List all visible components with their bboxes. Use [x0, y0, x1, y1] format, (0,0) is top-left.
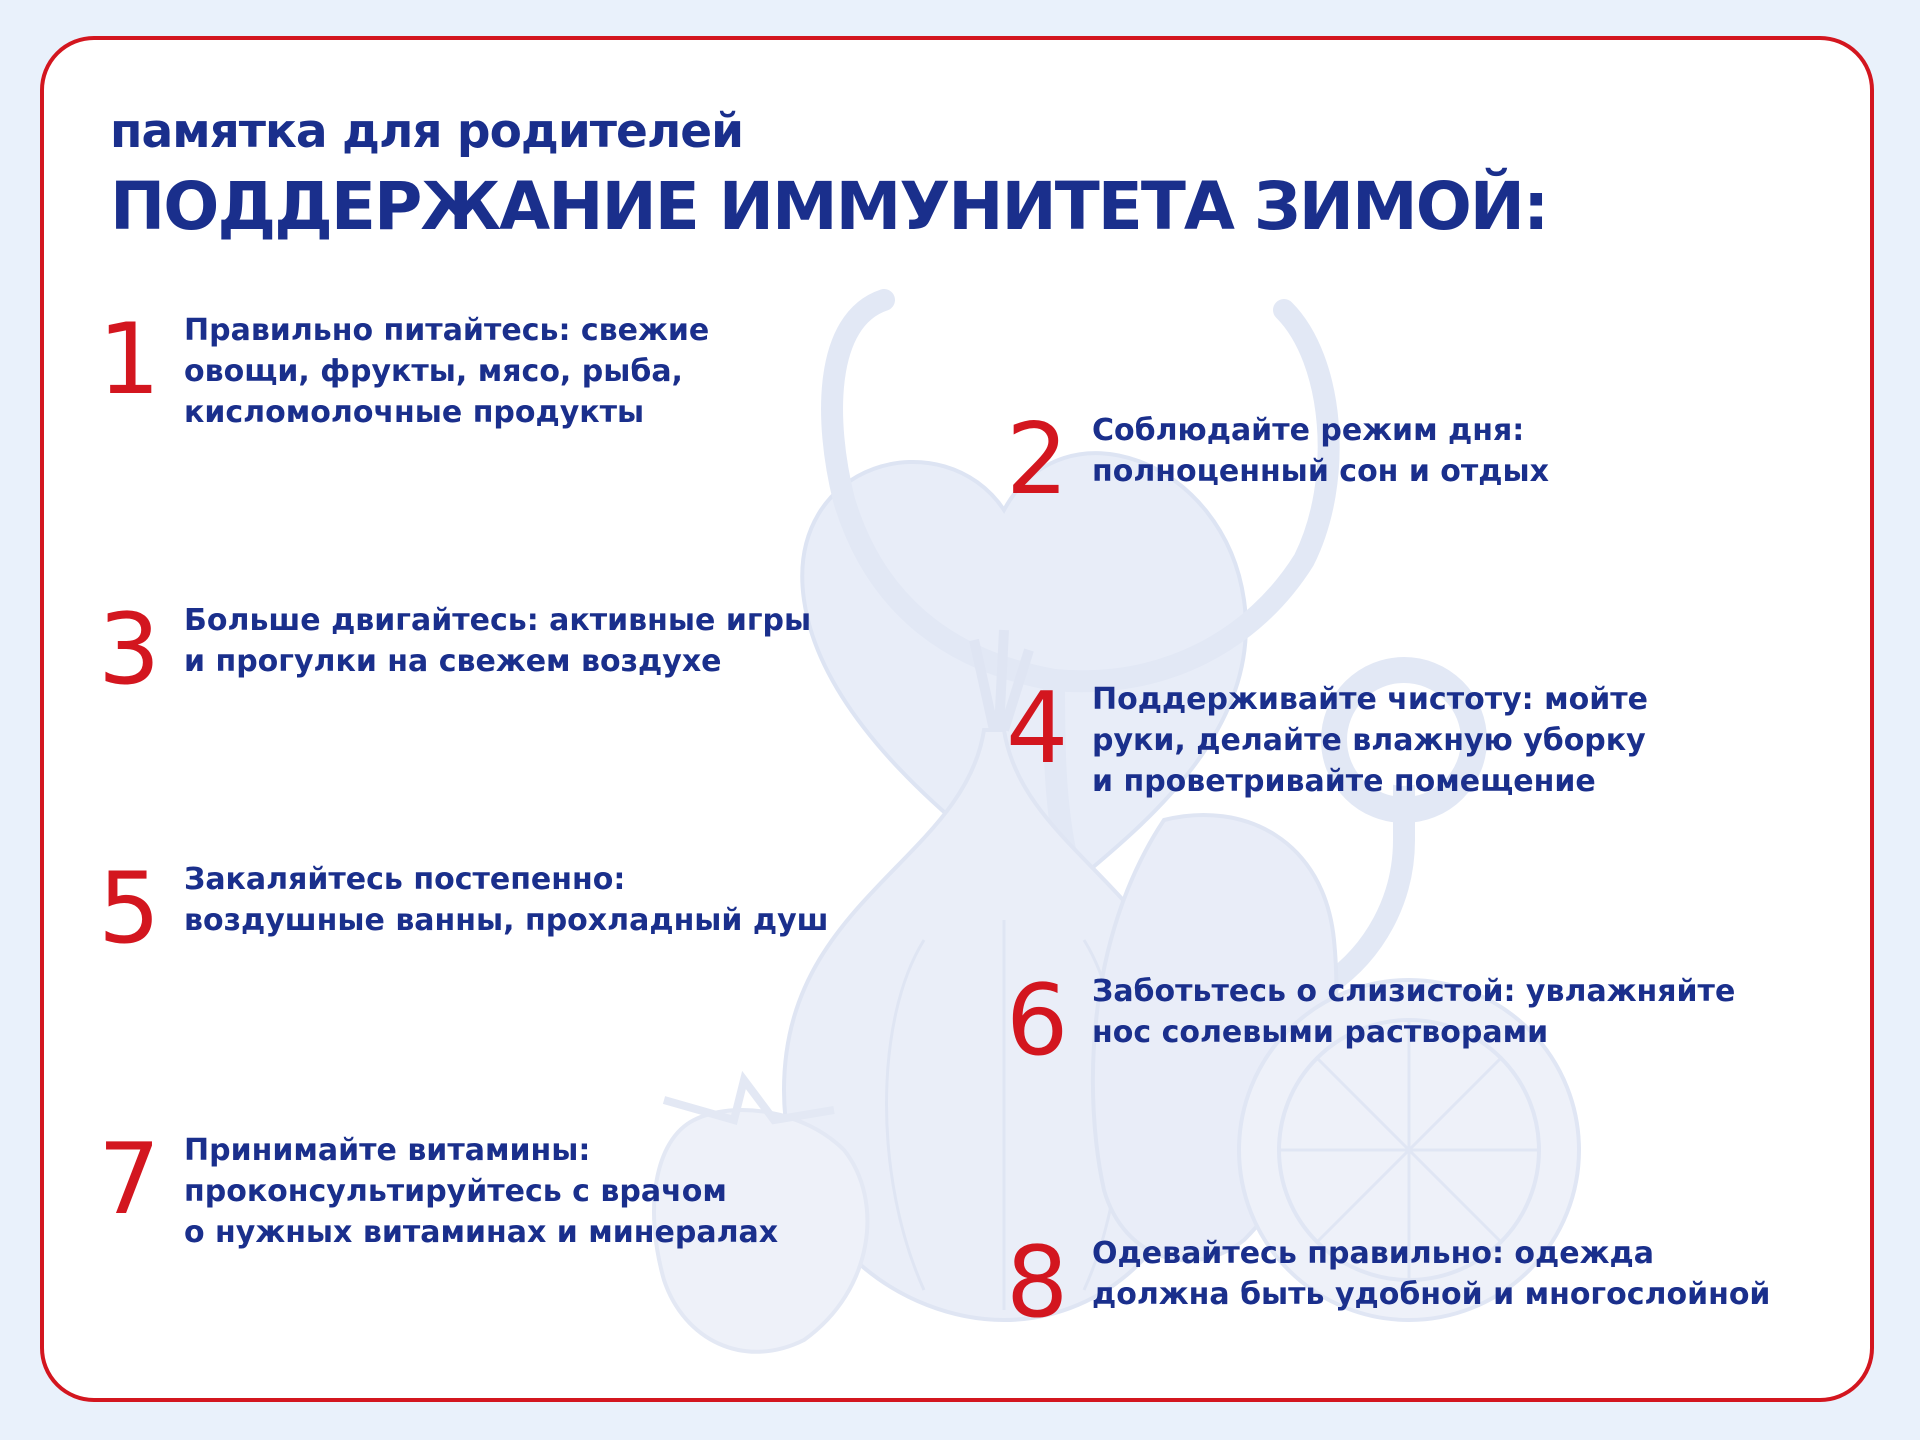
tip-text: Закаляйтесь постепенно: воздушные ванны, прохладный душ	[184, 862, 829, 938]
tip-number: 8	[1006, 1226, 1069, 1340]
tip-number: 3	[98, 593, 161, 707]
tip-number: 4	[1006, 672, 1069, 786]
tip-text: Больше двигайтесь: активные игры и прогулки на свежем воздухе	[184, 603, 812, 679]
tip-text: Заботьтесь о слизистой: увлажняйте нос солевыми растворами	[1092, 974, 1736, 1050]
tip-number: 1	[98, 303, 161, 417]
memo-card	[40, 36, 1874, 1402]
tip-number: 5	[98, 852, 161, 966]
tip-text: Одевайтесь правильно: одежда должна быть удобной и многослойной	[1092, 1236, 1771, 1312]
tip-text: Принимайте витамины: проконсультируйтесь с врачом о нужных витаминах и минералах	[184, 1133, 779, 1250]
tip-number: 7	[98, 1123, 161, 1237]
page-title: ПОДДЕРЖАНИЕ ИММУНИТЕТА ЗИМОЙ:	[110, 168, 1548, 245]
tip-number: 6	[1006, 964, 1069, 1078]
subtitle: памятка для родителей	[110, 104, 744, 159]
tip-text: Правильно питайтесь: свежие овощи, фрукты, мясо, рыба, кисломолочные продукты	[184, 313, 710, 430]
tip-text: Соблюдайте режим дня: полноценный сон и отдых	[1092, 413, 1550, 489]
tip-text: Поддерживайте чистоту: мойте руки, делайте влажную уборку и проветривайте помещение	[1092, 682, 1648, 799]
tip-number: 2	[1006, 403, 1069, 517]
